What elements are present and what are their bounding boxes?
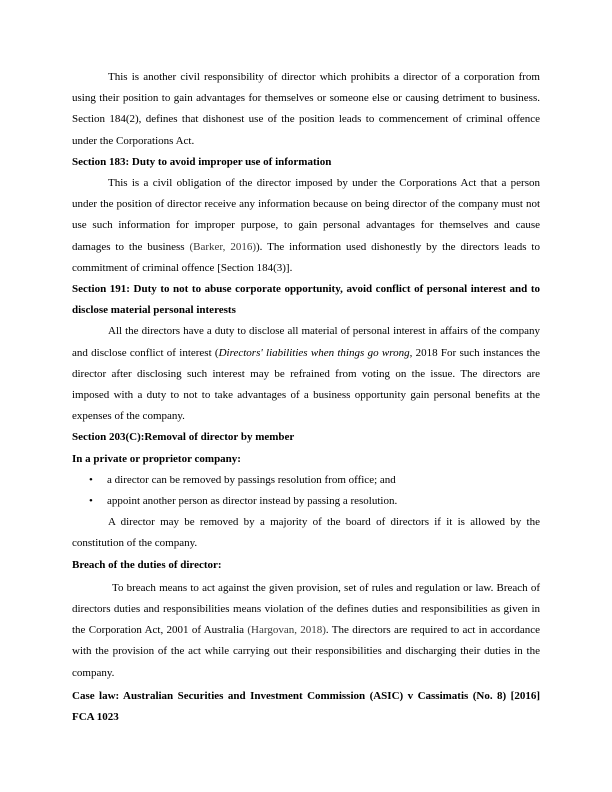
removal-bullet-list — [72, 470, 540, 512]
list-item — [72, 470, 540, 491]
citation-directors-liabilities: Directors' liabilities when things go wrong, — [218, 346, 413, 359]
bullet-icon: • — [89, 495, 93, 508]
paragraph-improper-use-of-position: This is another civil responsibility of director which prohibits a director of a corporation from using their position to gain advantages for themselves or someone else or causing detriment to business. Section 184(2), defines that dishonest use of the position leads to commencement of criminal offence under the Corporations Act. — [72, 71, 540, 147]
paragraph-section-183-text: This is a civil obligation of the director imposed by under the Corporations Act that a person under the position of director receive any information because on being director of the company must not use such information for improper purpose, to gain personal advantages for themselves and cause damages to the business — [72, 177, 540, 253]
heading-breach-of-duties: Breach of the duties of director: — [72, 558, 222, 571]
citation-hargovan: (Hargovan, 2018) — [247, 624, 326, 637]
paragraph-section-191-text: All the directors have a duty to disclose all material of personal interest in affairs of the company and disclose conflict of interest ( — [72, 325, 540, 359]
document-body — [72, 67, 540, 728]
list-item — [72, 491, 540, 512]
paragraph-board-removal: A director may be removed by a majority of the board of directors if it is allowed by the constitution of the company. — [72, 516, 540, 550]
paragraph-section-191-end: 2018 For such instances the director after disclosing such interest may be refrained from voting on the issue. The directors are imposed with a duty to not to take advantages of a business opportunity gain personal benefits at the expenses of the company. — [72, 346, 541, 423]
heading-section-191: Section 191: Duty to not to abuse corporate opportunity, avoid conflict of personal interest and to disclose material personal interests — [72, 283, 540, 317]
paragraph-breach-of-duties — [72, 578, 540, 684]
paragraph-breach-text: To breach means to act against the given provision, set of rules and regulation or law. Breach of directors duties and responsibilities means violation of the defines duties and responsibilities as given in the Corporation Act, 2001 of Australia — [72, 581, 540, 637]
heading-section-203c: Section 203(C):Removal of director by member — [72, 431, 295, 444]
list-item-text: appoint another person as director instead by passing a resolution. — [107, 495, 398, 508]
paragraph-section-183-end: ). The information used dishonestly by the directors leads to commitment of criminal offence [Section 184(3)]. — [72, 240, 540, 274]
list-item-text: a director can be removed by passings resolution from office; and — [107, 473, 396, 486]
paragraph-section-191 — [72, 321, 540, 427]
paragraph-section-183 — [72, 173, 540, 279]
heading-private-company: In a private or proprietor company: — [72, 452, 241, 465]
citation-barker: (Barker, 2016) — [189, 240, 256, 253]
heading-section-183: Section 183: Duty to avoid improper use of information — [72, 155, 332, 168]
paragraph-breach-end: . The directors are required to act in accordance with the provision of the act while carrying out their responsibilities and discharging their duties in the company. — [72, 624, 540, 679]
bullet-icon: • — [89, 473, 93, 486]
heading-case-law: Case law: Australian Securities and Investment Commission (ASIC) v Cassimatis (No. 8) [2016] FCA 1023 — [72, 689, 540, 724]
